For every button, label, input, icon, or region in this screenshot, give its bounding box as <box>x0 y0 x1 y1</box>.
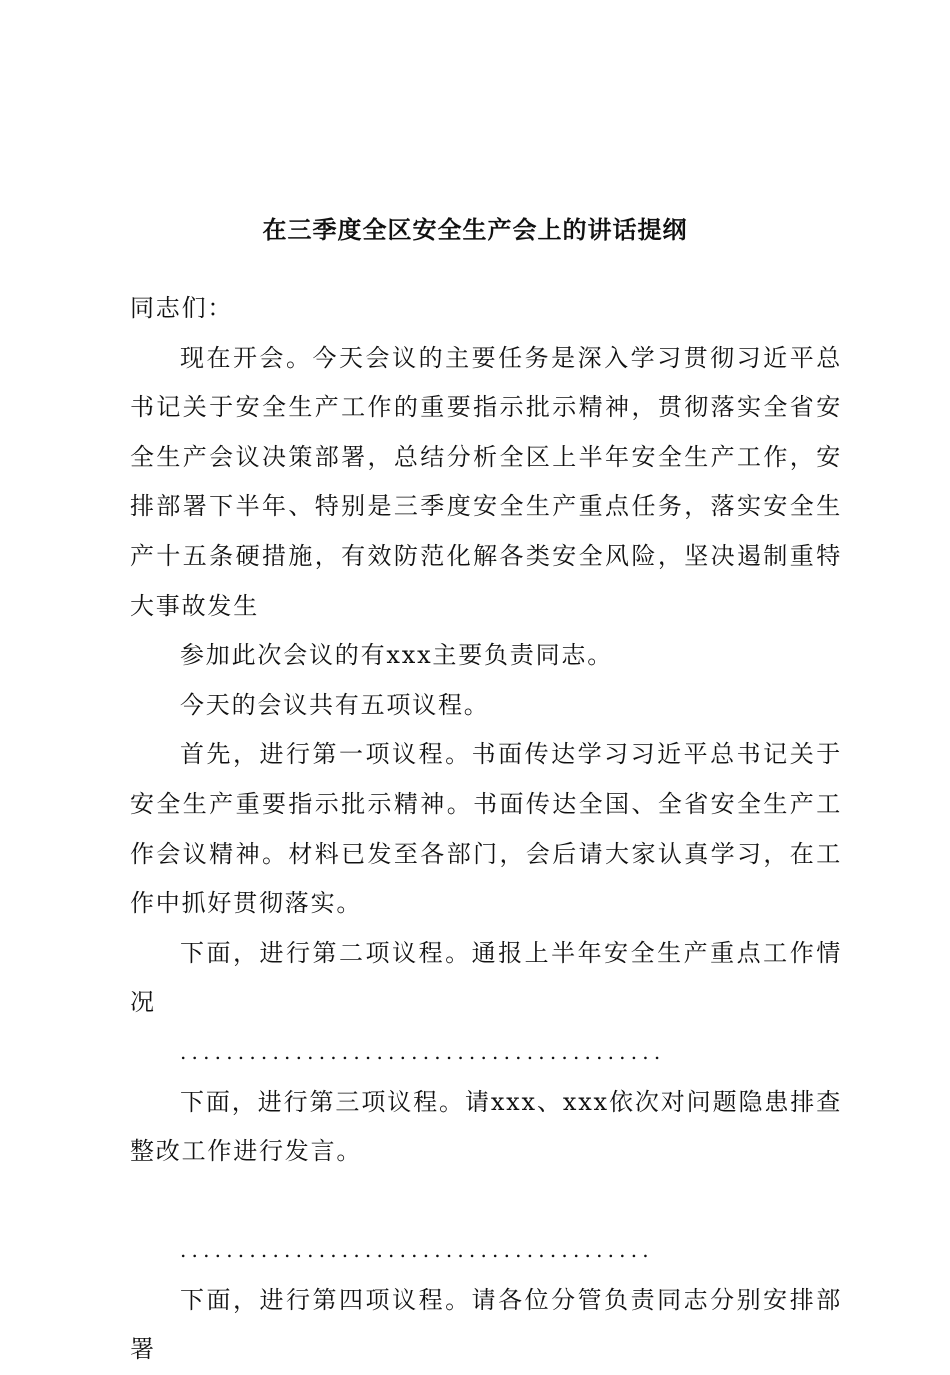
blank-line <box>130 1177 842 1227</box>
paragraph-agenda-item-4: 下面，进行第四项议程。请各位分管负责同志分别安排部署 <box>130 1285 842 1364</box>
paragraph-attendees: 参加此次会议的有xxx主要负责同志。 <box>180 641 614 670</box>
paragraph-agenda-item-1: 首先，进行第一项议程。书面传达学习习近平总书记关于安全生产重要指示批示精神。书面传达全国、全省安全生产工作会议精神。材料已发至各部门，会后请大家认真学习，在工作中抓好贯彻落实。 <box>130 740 842 918</box>
paragraph-agenda-count: 今天的会议共有五项议程。 <box>180 690 490 719</box>
document-title: 在三季度全区安全生产会上的讲话提纲 <box>262 215 688 244</box>
paragraph-opening: 现在开会。今天会议的主要任务是深入学习贯彻习近平总书记关于安全生产工作的重要指示批示精神，贯彻落实全省安全生产会议决策部署，总结分析全区上半年安全生产工作，安排部署下半年、特别是三季度安全生产重点任务，落实安全生产十五条硬措施，有效防范化解各类安全风险，坚决遏制重特大事故发生 <box>130 343 842 620</box>
ellipsis-line-2: ......................................... <box>180 1238 654 1263</box>
paragraph-agenda-item-3: 下面，进行第三项议程。请xxx、xxx依次对问题隐患排查整改工作进行发言。 <box>130 1087 842 1166</box>
salutation: 同志们： <box>130 294 234 322</box>
document-body <box>130 284 842 1375</box>
paragraph-agenda-item-2: 下面，进行第二项议程。通报上半年安全生产重点工作情况 <box>130 938 842 1017</box>
ellipsis-line-1: .......................................... <box>180 1039 666 1064</box>
